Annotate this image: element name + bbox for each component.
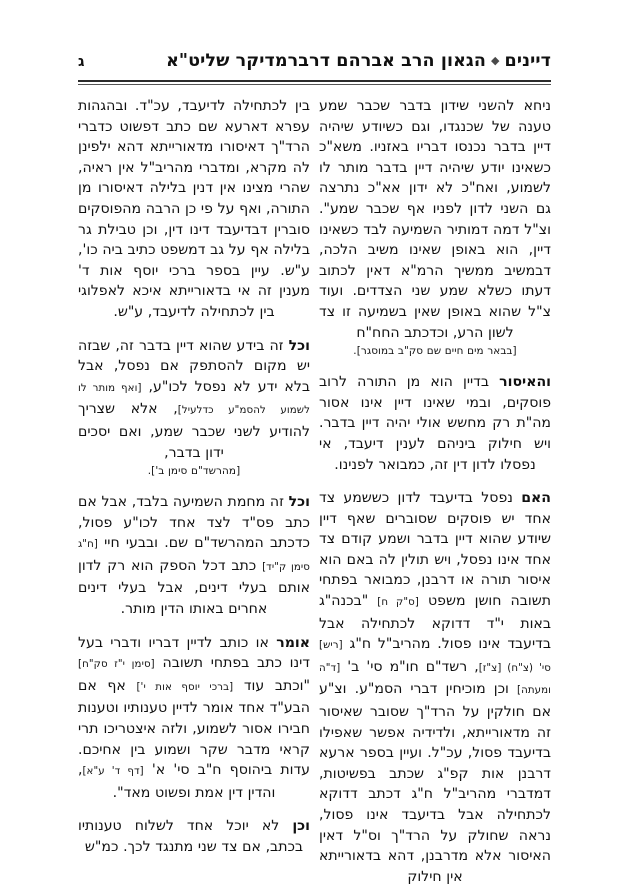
paragraph-lead-word: וכל xyxy=(288,337,310,354)
paragraph-lead-word: אומר xyxy=(276,634,310,651)
paragraph-body-cont: , רשד"ם חו"מ סי' ב' xyxy=(340,658,479,675)
paragraph xyxy=(78,96,310,323)
paragraph-lead-word: האם xyxy=(521,490,551,507)
paragraph-body-cont: "בכנה"ג באות י"ד דדוקא לכתחילה אבל בדיעבד אינו פסול. מהריב"ל ח"ג xyxy=(319,593,551,653)
column-right xyxy=(319,96,551,885)
paragraph-body: נפסל בדיעבד לדון כששמע צד אחד יש פוסקים שסוברים שאף דיין שיודע שהוא דיין בדבר ושמע קודם צד אחד אינו נפסל, ויש תולין לה באם הוא איסור תורה או דרבנן, כמבואר בפתחי תשובה חושן משפט xyxy=(319,490,551,610)
paragraph xyxy=(319,372,551,475)
paragraph-body-cont: "וכתב עוד xyxy=(233,677,311,694)
author-line: הגאון הרב אברהם דרברמדיקר שליט"א xyxy=(166,51,486,71)
body-columns xyxy=(78,96,551,885)
inline-source-citation: [ס"ק ח] xyxy=(377,597,419,609)
paragraph-body: או כותב לדיין דבריו ודברי בעל דינו כתב בפתחי תשובה xyxy=(78,634,310,672)
paragraph xyxy=(319,488,551,887)
diamond-icon: ◆ xyxy=(490,54,500,67)
paragraph xyxy=(78,816,310,857)
paragraph-body-cont: אף אם הבע"ד אחד אומר לדיין טענותיו וטענות חבירו אסור לשמוע, ולזה איצטריכו תרי קראי מדבר שקר ושמוע בין אחיכם. עדות ביהוסף ח"ב סי' א' xyxy=(78,677,310,779)
paragraph-lead-word: והאיסור xyxy=(499,374,551,391)
header-rule xyxy=(78,80,551,85)
source-citation: [בבאר מים חיים שם סק"ב במוסגר]. xyxy=(353,345,517,358)
inline-source-citation: [ואף מותר לו לשמוע להסמ"ע כדלעיל] xyxy=(78,382,310,417)
paragraph xyxy=(78,492,310,620)
paragraph xyxy=(78,336,310,480)
running-head-title xyxy=(166,50,551,72)
paragraph-body: בדיין הוא מן התורה לרוב פוסקים, ובמי שאינו דיין אינו אסור מה"ת רק מחשש אולי יהיה דיין בדבר. ויש חילוק ביניהם לענין דיעבד, אי נפסלו לדון דין זה, כמבואר לפנינו. xyxy=(319,374,551,473)
paragraph-body: בין לכתחילה לדיעבד, עכ"ד. ובהגהות עפרא דארעא שם כתב דפשוט כדברי הרד"ך דאיסורו מדאורייתא דהא ילפינן לה מקרא, ומדברי מהריב"ל אין ראיה, שהרי מצינו אין דנין בלילה דאיסורו מן התורה, ואף על פי כן הרבה מהפוסקים סוברין דבדיעבד דינו דין, וכן טבילת גר בלילה אף על גב דמשפט כתיב ביה כו', ע"ש. עיין בספר ברכי יוסף אות ד' מענין זה אי בדאורייתא איכא לאפלוגי בין לכתחילה לדיעבד, ע"ש. xyxy=(78,98,310,320)
paragraph-lead-word: וכן xyxy=(292,818,310,835)
book-title: דיינים xyxy=(504,51,551,71)
paragraph-body: לא יוכל אחד לשלוח טענותיו בכתב, אם צד שני מתנגד לכך. כמ"ש xyxy=(78,818,304,855)
paragraph xyxy=(78,633,310,804)
inline-source-citation: [ח"ג סימן ק"יד] xyxy=(78,539,310,573)
paragraph-lead-word: וכל xyxy=(288,494,310,511)
source-citation: [מהרשד"ם סימן ב']. xyxy=(147,465,241,478)
paragraph-body: זה מחמת השמיעה בלבד, אבל אם כתב פס"ד לצד אחד לכו"ע פסול, כדכתב המהרשד"ם שם. ובבעי חיי xyxy=(78,494,310,552)
inline-source-citation: [ד"ה ומעתה] xyxy=(319,662,551,697)
paragraph-body-cont: כתב דכל הספק הוא רק לדון אותם בעלי דינים, אבל בעלי דינים אחרים באותו הדין מותר. xyxy=(78,557,310,618)
paragraph xyxy=(319,96,551,359)
paragraph-body-cont: , אלא שצריך להודיע לשני שכבר שמע, ואם יסכים ידון בדבר, xyxy=(78,401,310,461)
paragraph-body-cont: וכן מוכיחין דברי הסמ"ע. וצ"ע אם חולקין על הרד"ך שסובר שאיסור זה מדאורייתא, ולדידיה אפשר שאפילו בדיעבד פסול, עכ"ל. ועיין בספר ארעא דרבנן אות קפ"ג שכתב בפשיטות, דמדברי מהריב"ל ח"ג דכתב דדוקא לכתחילה אבל בדיעבד אינו פסול, נראה שחולק על הרד"ך וס"ל דאין האיסור אלא מדרבנן, דהא בדאורייתא אין חילוק xyxy=(319,681,551,885)
paragraph-body: ניחא להשני שידון בדבר שכבר שמע טענה של שכנגדו, וגם כשיודע שיהיה דיין בדבר נכנסו דבריו באזניו. משא"כ כשאינו יודע שיהיה דיין בדבר מותר לו לשמוע, ואח"כ לא ידון אא"כ נתרצה גם השני לדון לפניו אף שכבר שמע". וצ"ל דמה דמותיר השמיעה לבד כשאינו דיין, הוא באופן שאינו משיב הלכה, דבמשיב ממשיך הרמ"א דאין לכתוב דעתו כשלא שמע שני הצדדים. ועוד צ"ל שהוא באופן שאין בשמיעה זו צד לשון הרע, וכדכתב החח"ח xyxy=(319,98,551,341)
column-left xyxy=(78,96,311,855)
inline-source-citation: [דף ד' ע"א] xyxy=(82,766,144,778)
inline-source-citation: [ריש] סי' (צ"ח) [צ"ז] xyxy=(319,640,551,674)
header-rule-thin xyxy=(78,84,551,85)
folio-number: ג xyxy=(78,54,85,70)
inline-source-citation: [ברכי יוסף אות י'] xyxy=(136,681,234,693)
paragraph-body: זה בידע שהוא דיין בדבר זה, שבזה יש מקום להסתפק אם נפסל, אבל בלא ידע לא נפסל לכו"ע, xyxy=(78,337,310,395)
paragraph-body-cont: , והדין דין אמת ופשוט מאד". xyxy=(78,762,276,801)
running-head xyxy=(78,50,551,76)
inline-source-citation: [סימן י"ז סק"ח] xyxy=(78,659,155,671)
